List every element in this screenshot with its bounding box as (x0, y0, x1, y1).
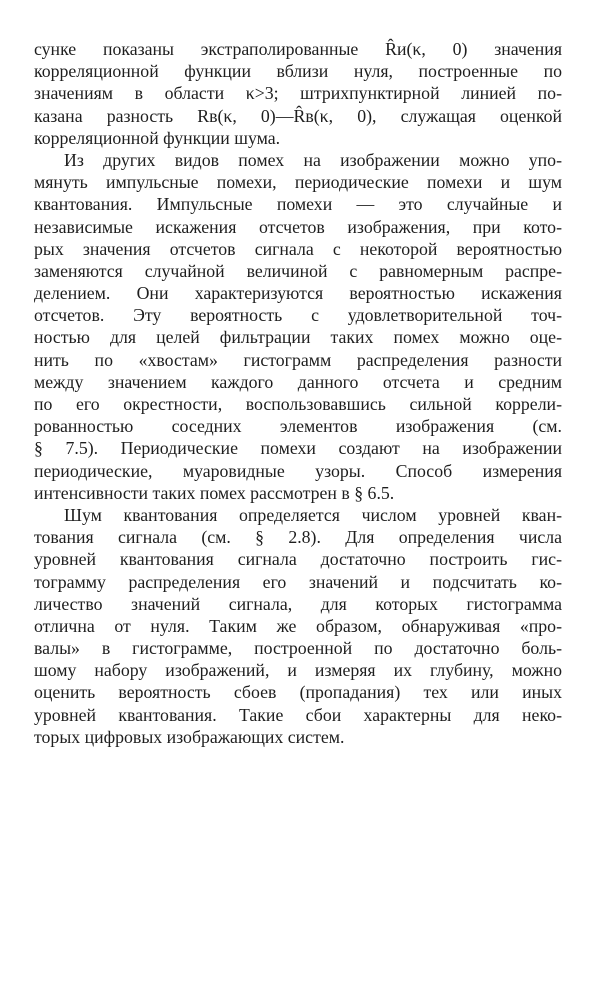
text-line: ностью для целей фильтрации таких помех можно оце- (34, 327, 562, 348)
text-line: торых цифровых изображающих систем. (34, 726, 345, 747)
text-line: тограмму распределения его значений и подсчитать ко- (34, 571, 562, 592)
text-line: § 7.5). Периодические помехи создают на изображении (34, 438, 562, 459)
text-line: делением. Они характеризуются вероятностью искажения (34, 283, 562, 304)
text-line: казана разность Rв(κ, 0)—R̂в(κ, 0), служащая оценкой (34, 105, 562, 126)
text-line: уровней квантования. Такие сбои характерны для неко- (34, 704, 562, 725)
text-line: квантования. Импульсные помехи — это случайные и (34, 194, 562, 215)
text-line: уровней квантования сигнала достаточно построить гис- (34, 549, 562, 570)
text-line: заменяются случайной величиной с равномерным распре- (34, 260, 562, 281)
text-line: Из других видов помех на изображении можно упо- (64, 149, 562, 170)
paragraph-1 (34, 38, 562, 149)
text-line: интенсивности таких помех рассмотрен в § 6.5. (34, 482, 395, 503)
paragraph-2 (34, 149, 562, 504)
text-line: отлична от нуля. Таким же образом, обнаруживая «про- (34, 615, 562, 636)
page-text (34, 38, 562, 748)
paragraph-3 (34, 504, 562, 748)
text-line: мянуть импульсные помехи, периодические помехи и шум (34, 172, 562, 193)
text-line: корреляционной функции шума. (34, 127, 281, 148)
text-line: тования сигнала (см. § 2.8). Для определения числа (34, 527, 562, 548)
text-line: оценить вероятность сбоев (пропадания) тех или иных (34, 682, 562, 703)
text-line: шому набору изображений, и измеряя их глубину, можно (34, 660, 562, 681)
text-line: нить по «хвостам» гистограмм распределения разности (34, 349, 562, 370)
text-line: по его окрестности, воспользовавшись сильной коррели- (34, 394, 562, 414)
text-line: сунке показаны экстраполированные R̂и(κ, 0) значения (34, 39, 562, 59)
text-line: значениям в области κ>3; штрихпунктирной линией по- (34, 83, 562, 104)
text-line: рых значения отсчетов сигнала с некоторой вероятностью (34, 238, 562, 259)
text-line: Шум квантования определяется числом уровней кван- (64, 504, 562, 525)
text-line: валы» в гистограмме, построенной по достаточно боль- (34, 638, 562, 659)
text-line: рованностью соседних элементов изображения (см. (34, 416, 562, 437)
text-line: личество значений сигнала, для которых гистограмма (34, 593, 562, 614)
text-line: независимые искажения отсчетов изображения, при кото- (34, 216, 562, 237)
text-line: отсчетов. Эту вероятность с удовлетворительной точ- (34, 305, 562, 326)
text-line: между значением каждого данного отсчета и средним (34, 371, 562, 392)
text-line: корреляционной функции вблизи нуля, построенные по (34, 61, 562, 82)
text-line: периодические, муаровидные узоры. Способ измерения (34, 460, 562, 481)
